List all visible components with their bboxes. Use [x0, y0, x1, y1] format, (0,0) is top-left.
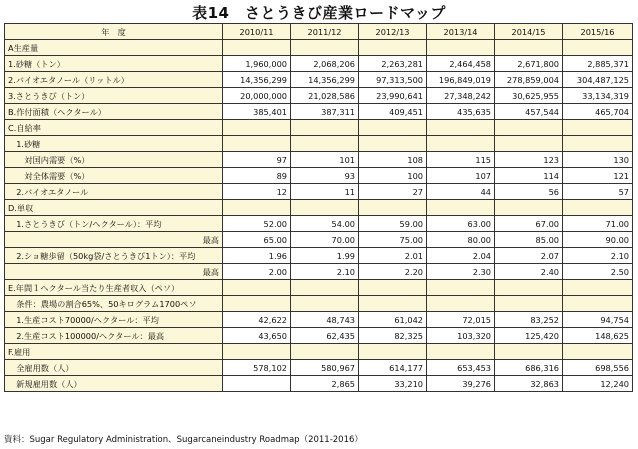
- row-label: 2.生産コスト100000/ヘクタール：最高: [5, 328, 223, 344]
- table-cell: 387,311: [291, 104, 359, 120]
- table-cell: 2.10: [291, 264, 359, 280]
- source-note: 資料：Sugar Regulatory Administration、Sugarcaneindustry Roadmap（2011-2016）: [4, 435, 363, 445]
- table-title: 表14 さとうきび産業ロードマップ: [192, 4, 446, 22]
- table-cell: [359, 280, 427, 296]
- table-cell: 125,420: [495, 328, 563, 344]
- table-cell: 89: [223, 168, 291, 184]
- header-label: 年 度: [5, 24, 223, 40]
- table-cell: 94,754: [563, 312, 633, 328]
- section-row: [5, 296, 633, 312]
- table-cell: 59.00: [359, 216, 427, 232]
- table-cell: 27: [359, 184, 427, 200]
- table-cell: 457,544: [495, 104, 563, 120]
- table-cell: 580,967: [291, 360, 359, 376]
- table-cell: [563, 120, 633, 136]
- table-row: [5, 376, 633, 392]
- table-cell: 80.00: [427, 232, 495, 248]
- table-cell: [427, 40, 495, 56]
- table-cell: 90.00: [563, 232, 633, 248]
- table-cell: 32,863: [495, 376, 563, 392]
- table-row: [5, 184, 633, 200]
- table-cell: 85.00: [495, 232, 563, 248]
- table-cell: [495, 296, 563, 312]
- row-label: 2.バイオエタノール（リットル）: [5, 72, 223, 88]
- table-cell: 72,015: [427, 312, 495, 328]
- table-cell: 20,000,000: [223, 88, 291, 104]
- table-cell: 2.10: [563, 248, 633, 264]
- row-label: 2.バイオエタノール: [5, 184, 223, 200]
- table-cell: 21,028,586: [291, 88, 359, 104]
- table-cell: [495, 136, 563, 152]
- table-cell: 30,625,955: [495, 88, 563, 104]
- table-cell: 11: [291, 184, 359, 200]
- row-label: 全雇用数（人）: [5, 360, 223, 376]
- table-cell: [427, 136, 495, 152]
- table-cell: 23,990,641: [359, 88, 427, 104]
- table-cell: 61,042: [359, 312, 427, 328]
- table-cell: [291, 200, 359, 216]
- table-row: [5, 248, 633, 264]
- table-row: [5, 232, 633, 248]
- table-cell: 56: [495, 184, 563, 200]
- table-cell: 33,134,319: [563, 88, 633, 104]
- table-cell: 409,451: [359, 104, 427, 120]
- table-cell: 2.07: [495, 248, 563, 264]
- table-cell: 653,453: [427, 360, 495, 376]
- table-cell: [291, 136, 359, 152]
- table-cell: [563, 280, 633, 296]
- table-cell: 148,625: [563, 328, 633, 344]
- table-cell: [427, 120, 495, 136]
- table-cell: [291, 280, 359, 296]
- table-row: [5, 72, 633, 88]
- section-row: [5, 120, 633, 136]
- table-cell: 70.00: [291, 232, 359, 248]
- table-cell: [223, 280, 291, 296]
- table-cell: [427, 296, 495, 312]
- table-body: [5, 40, 633, 392]
- row-label: 対国内需要（%）: [5, 152, 223, 168]
- table-cell: 2,068,206: [291, 56, 359, 72]
- table-cell: [223, 200, 291, 216]
- roadmap-table: [4, 23, 633, 392]
- table-cell: 121: [563, 168, 633, 184]
- table-row: [5, 264, 633, 280]
- table-cell: 435,635: [427, 104, 495, 120]
- table-cell: 44: [427, 184, 495, 200]
- table-row: [5, 104, 633, 120]
- table-cell: 2,865: [291, 376, 359, 392]
- table-cell: 578,102: [223, 360, 291, 376]
- table-cell: [223, 120, 291, 136]
- table-cell: 83,252: [495, 312, 563, 328]
- table-cell: [291, 120, 359, 136]
- table-cell: [495, 344, 563, 360]
- row-label: 3.さとうきび（トン）: [5, 88, 223, 104]
- table-cell: [427, 344, 495, 360]
- table-cell: 2.20: [359, 264, 427, 280]
- table-cell: 2,671,800: [495, 56, 563, 72]
- year-header: 2010/11: [223, 24, 291, 40]
- table-row: [5, 312, 633, 328]
- table-cell: 130: [563, 152, 633, 168]
- row-label: 新規雇用数（人）: [5, 376, 223, 392]
- table-cell: 75.00: [359, 232, 427, 248]
- table-cell: [427, 200, 495, 216]
- table-row: [5, 216, 633, 232]
- table-cell: 62,435: [291, 328, 359, 344]
- table-cell: [359, 296, 427, 312]
- section-row: [5, 40, 633, 56]
- table-cell: [291, 344, 359, 360]
- table-cell: 698,556: [563, 360, 633, 376]
- table-cell: 67.00: [495, 216, 563, 232]
- table-cell: [495, 120, 563, 136]
- table-cell: 97: [223, 152, 291, 168]
- table-cell: 12,240: [563, 376, 633, 392]
- year-header: 2012/13: [359, 24, 427, 40]
- table-cell: 2,263,281: [359, 56, 427, 72]
- section-label: A生産量: [5, 40, 223, 56]
- row-label: 最高: [5, 264, 223, 280]
- table-cell: 1.99: [291, 248, 359, 264]
- table-cell: [359, 136, 427, 152]
- row-label: 1.さとうきび（トン/ヘクタール）：平均: [5, 216, 223, 232]
- table-cell: [223, 344, 291, 360]
- table-cell: [563, 136, 633, 152]
- table-cell: [359, 344, 427, 360]
- table-cell: 1,960,000: [223, 56, 291, 72]
- table-cell: 115: [427, 152, 495, 168]
- table-cell: [427, 280, 495, 296]
- table-cell: 196,849,019: [427, 72, 495, 88]
- row-label: 対全体需要（%）: [5, 168, 223, 184]
- table-cell: 2.30: [427, 264, 495, 280]
- table-cell: 14,356,299: [223, 72, 291, 88]
- table-cell: [291, 40, 359, 56]
- table-cell: 39,276: [427, 376, 495, 392]
- table-cell: 614,177: [359, 360, 427, 376]
- table-cell: 48,743: [291, 312, 359, 328]
- row-label: 1.砂糖（トン）: [5, 56, 223, 72]
- year-header: 2014/15: [495, 24, 563, 40]
- table-row: [5, 56, 633, 72]
- table-cell: 108: [359, 152, 427, 168]
- table-cell: [495, 200, 563, 216]
- section-row: [5, 344, 633, 360]
- table-cell: 27,348,242: [427, 88, 495, 104]
- row-label: 最高: [5, 232, 223, 248]
- table-cell: 82,325: [359, 328, 427, 344]
- section-label: 条件：農場の割合65%、50キログラム1700ペソ: [5, 296, 223, 312]
- table-cell: 2.40: [495, 264, 563, 280]
- table-cell: 65.00: [223, 232, 291, 248]
- table-cell: 2.00: [223, 264, 291, 280]
- table-cell: [223, 40, 291, 56]
- table-cell: 686,316: [495, 360, 563, 376]
- table-cell: [563, 40, 633, 56]
- row-label: 2.ショ糖歩留（50kg袋/さとうきび1トン）：平均: [5, 248, 223, 264]
- table-cell: 12: [223, 184, 291, 200]
- table-cell: 123: [495, 152, 563, 168]
- table-row: [5, 152, 633, 168]
- year-header: 2013/14: [427, 24, 495, 40]
- table-cell: [563, 200, 633, 216]
- table-cell: 1.96: [223, 248, 291, 264]
- table-cell: 42,622: [223, 312, 291, 328]
- table-cell: 2.04: [427, 248, 495, 264]
- table-cell: 2,885,371: [563, 56, 633, 72]
- header-row: [5, 24, 633, 40]
- table-cell: 107: [427, 168, 495, 184]
- table-row: [5, 360, 633, 376]
- table-cell: 97,313,500: [359, 72, 427, 88]
- table-cell: 101: [291, 152, 359, 168]
- table-cell: 71.00: [563, 216, 633, 232]
- section-row: [5, 280, 633, 296]
- section-label: C.自給率: [5, 120, 223, 136]
- row-label: 1.生産コスト70000/ヘクタール：平均: [5, 312, 223, 328]
- section-label: 1.砂糖: [5, 136, 223, 152]
- table-cell: 100: [359, 168, 427, 184]
- table-cell: 2.01: [359, 248, 427, 264]
- table-cell: 465,704: [563, 104, 633, 120]
- table-cell: [223, 376, 291, 392]
- table-cell: [223, 136, 291, 152]
- table-cell: 103,320: [427, 328, 495, 344]
- table-cell: 385,401: [223, 104, 291, 120]
- section-label: E.年間１ヘクタール当たり生産者収入（ペソ）: [5, 280, 223, 296]
- table-cell: 93: [291, 168, 359, 184]
- year-header: 2011/12: [291, 24, 359, 40]
- table-cell: [359, 120, 427, 136]
- table-cell: [291, 296, 359, 312]
- table-cell: 304,487,125: [563, 72, 633, 88]
- table-cell: [563, 344, 633, 360]
- section-row: [5, 200, 633, 216]
- row-label: B.作付面積（ヘクタール）: [5, 104, 223, 120]
- table-cell: 14,356,299: [291, 72, 359, 88]
- table-cell: [223, 296, 291, 312]
- table-cell: [495, 280, 563, 296]
- table-cell: 33,210: [359, 376, 427, 392]
- table-row: [5, 168, 633, 184]
- table-cell: 114: [495, 168, 563, 184]
- table-cell: 278,859,004: [495, 72, 563, 88]
- table-row: [5, 88, 633, 104]
- table-cell: 2,464,458: [427, 56, 495, 72]
- table-cell: [495, 40, 563, 56]
- table-cell: 52.00: [223, 216, 291, 232]
- table-cell: [563, 296, 633, 312]
- section-row: [5, 136, 633, 152]
- section-label: D.単収: [5, 200, 223, 216]
- table-cell: 2.50: [563, 264, 633, 280]
- table-cell: 54.00: [291, 216, 359, 232]
- table-row: [5, 328, 633, 344]
- table-cell: 57: [563, 184, 633, 200]
- table-cell: 63.00: [427, 216, 495, 232]
- table-cell: [359, 200, 427, 216]
- table-cell: 43,650: [223, 328, 291, 344]
- section-label: F.雇用: [5, 344, 223, 360]
- year-header: 2015/16: [563, 24, 633, 40]
- table-cell: [359, 40, 427, 56]
